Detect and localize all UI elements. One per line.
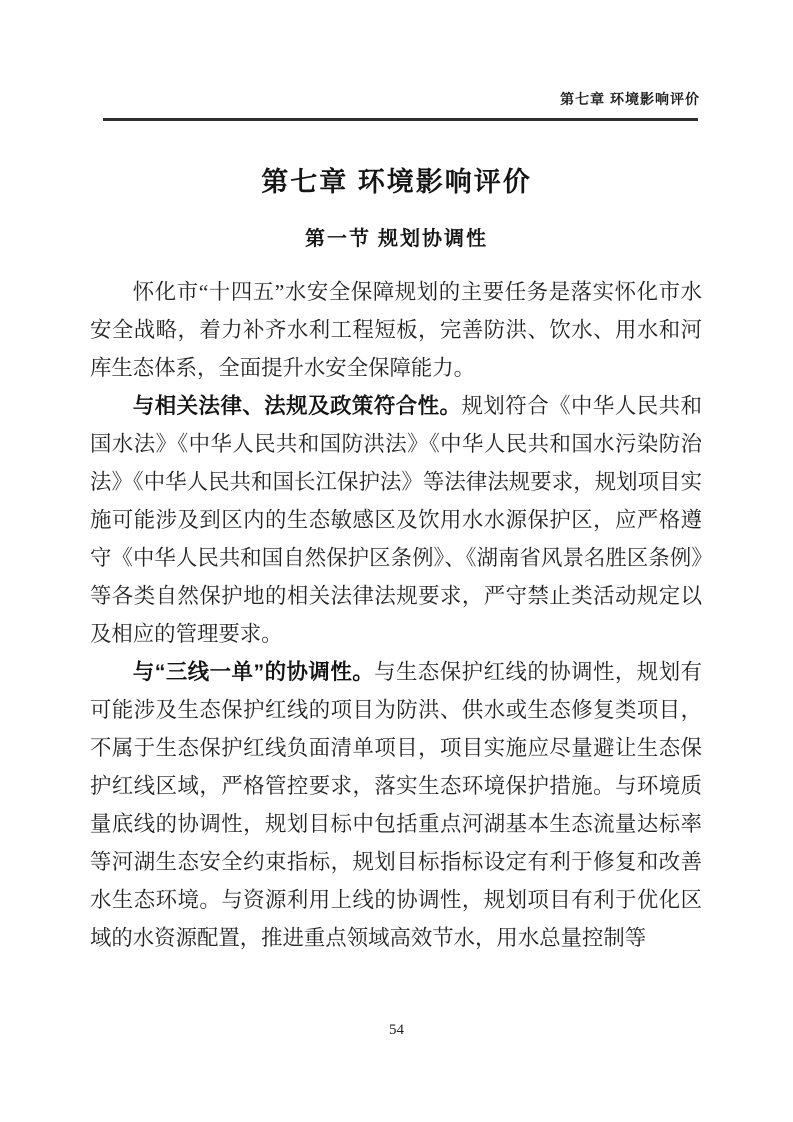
page-number: 54	[389, 1022, 404, 1038]
paragraph-text: 规划符合《中华人民共和国水法》《中华人民共和国防洪法》《中华人民共和国水污染防治法》《中华人民共和国长江保护法》等法律法规要求，规划项目实施可能涉及到区内的生态敏感区及饮用水水源保护区，应严格遵守《中华人民共和国自然保护区条例》、《湖南省风景名胜区条例》等各类自然保护地的相关法律法规要求，严守禁止类活动规定以及相应的管理要求。	[90, 394, 702, 646]
paragraph-lead-bold: 与“三线一单”的协调性。	[132, 660, 375, 684]
document-body	[90, 273, 702, 957]
body-paragraph	[90, 653, 702, 957]
section-title: 第一节 规划协调性	[305, 228, 488, 250]
body-paragraph	[90, 387, 702, 653]
chapter-title: 第七章 环境影响评价	[261, 167, 532, 197]
paragraph-text: 怀化市“十四五”水安全保障规划的主要任务是落实怀化市水安全战略，着力补齐水利工程短板，完善防洪、饮水、用水和河库生态体系，全面提升水安全保障能力。	[90, 280, 702, 380]
body-paragraph	[90, 273, 702, 387]
running-header-text: 第七章 环境影响评价	[560, 91, 700, 107]
paragraph-text: 与生态保护红线的协调性，规划有可能涉及生态保护红线的项目为防洪、供水或生态修复类项目，不属于生态保护红线负面清单项目，项目实施应尽量避让生态保护红线区域，严格管控要求，落实生态环境保护措施。与环境质量底线的协调性，规划目标中包括重点河湖基本生态流量达标率等河湖生态安全约束指标，规划目标指标设定有利于修复和改善水生态环境。与资源利用上线的协调性，规划项目有利于优化区域的水资源配置，推进重点领域高效节水，用水总量控制等	[90, 660, 702, 950]
paragraph-lead-bold: 与相关法律、法规及政策符合性。	[132, 394, 462, 418]
page-footer	[0, 1022, 793, 1039]
header-rule	[103, 118, 698, 121]
